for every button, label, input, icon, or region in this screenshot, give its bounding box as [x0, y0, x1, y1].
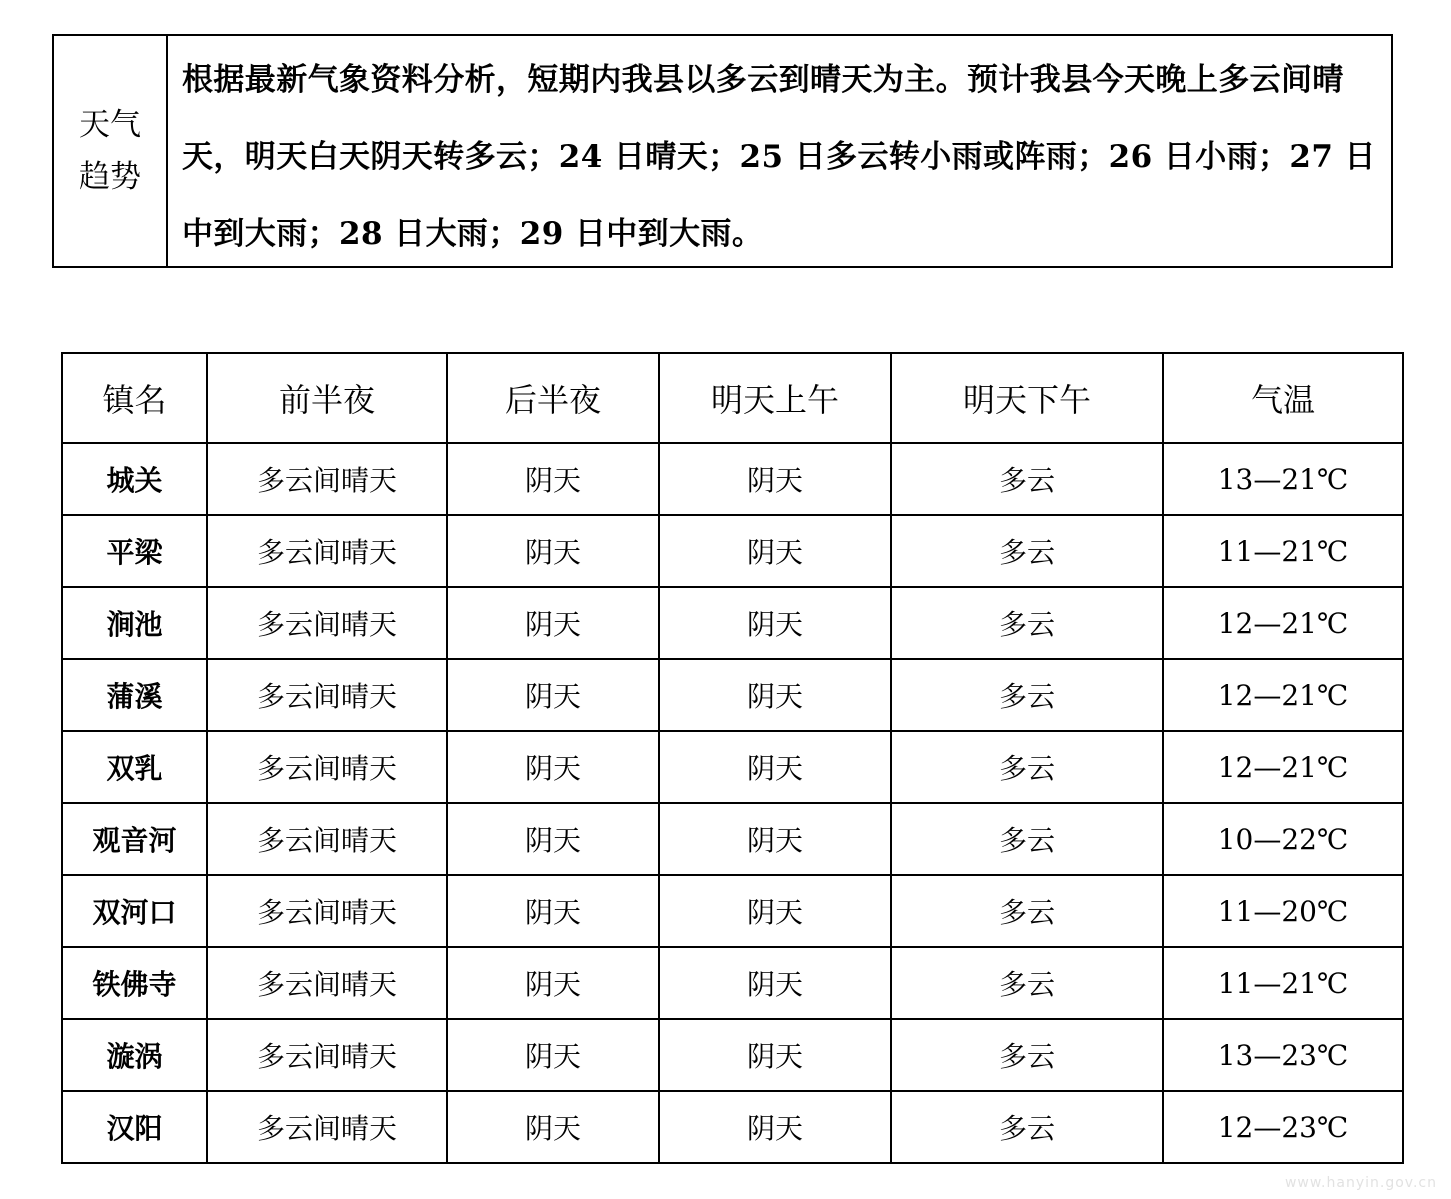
weather-trend-box [52, 34, 1393, 268]
tomorrow-morning-cell: 阴天 [659, 875, 891, 947]
town-name: 平梁 [62, 515, 207, 587]
tomorrow-morning-cell: 阴天 [659, 443, 891, 515]
header-tomorrow-morning: 明天上午 [659, 353, 891, 443]
temperature-cell: 13—21℃ [1163, 443, 1403, 515]
first-half-night-cell: 多云间晴天 [207, 1019, 447, 1091]
town-name: 涧池 [62, 587, 207, 659]
header-second-half-night: 后半夜 [447, 353, 659, 443]
table-row [62, 803, 1403, 875]
table-row [62, 1019, 1403, 1091]
town-name: 城关 [62, 443, 207, 515]
second-half-night-cell: 阴天 [447, 659, 659, 731]
table-row [62, 443, 1403, 515]
temperature-cell: 10—22℃ [1163, 803, 1403, 875]
temperature-cell: 12—23℃ [1163, 1091, 1403, 1163]
table-row [62, 587, 1403, 659]
second-half-night-cell: 阴天 [447, 1019, 659, 1091]
first-half-night-cell: 多云间晴天 [207, 515, 447, 587]
temperature-cell: 12—21℃ [1163, 731, 1403, 803]
temperature-cell: 11—21℃ [1163, 947, 1403, 1019]
weather-trend-label-line1: 天气 [79, 107, 141, 143]
tomorrow-afternoon-cell: 多云 [891, 947, 1163, 1019]
tomorrow-afternoon-cell: 多云 [891, 731, 1163, 803]
second-half-night-cell: 阴天 [447, 947, 659, 1019]
table-row [62, 659, 1403, 731]
second-half-night-cell: 阴天 [447, 443, 659, 515]
second-half-night-cell: 阴天 [447, 515, 659, 587]
first-half-night-cell: 多云间晴天 [207, 947, 447, 1019]
tomorrow-afternoon-cell: 多云 [891, 803, 1163, 875]
table-row [62, 947, 1403, 1019]
tomorrow-afternoon-cell: 多云 [891, 587, 1163, 659]
town-name: 漩涡 [62, 1019, 207, 1091]
first-half-night-cell: 多云间晴天 [207, 875, 447, 947]
header-temperature: 气温 [1163, 353, 1403, 443]
table-row [62, 731, 1403, 803]
first-half-night-cell: 多云间晴天 [207, 659, 447, 731]
tomorrow-morning-cell: 阴天 [659, 731, 891, 803]
header-tomorrow-afternoon: 明天下午 [891, 353, 1163, 443]
temperature-cell: 12—21℃ [1163, 587, 1403, 659]
second-half-night-cell: 阴天 [447, 803, 659, 875]
header-first-half-night: 前半夜 [207, 353, 447, 443]
tomorrow-afternoon-cell: 多云 [891, 1019, 1163, 1091]
tomorrow-morning-cell: 阴天 [659, 1091, 891, 1163]
town-name: 双乳 [62, 731, 207, 803]
table-row [62, 515, 1403, 587]
town-forecast-table [61, 352, 1404, 1164]
tomorrow-morning-cell: 阴天 [659, 803, 891, 875]
second-half-night-cell: 阴天 [447, 1091, 659, 1163]
tomorrow-morning-cell: 阴天 [659, 587, 891, 659]
tomorrow-morning-cell: 阴天 [659, 515, 891, 587]
table-row [62, 1091, 1403, 1163]
first-half-night-cell: 多云间晴天 [207, 587, 447, 659]
temperature-cell: 11—20℃ [1163, 875, 1403, 947]
tomorrow-afternoon-cell: 多云 [891, 1091, 1163, 1163]
tomorrow-morning-cell: 阴天 [659, 947, 891, 1019]
second-half-night-cell: 阴天 [447, 587, 659, 659]
header-town: 镇名 [62, 353, 207, 443]
watermark: www.hanyin.gov.cn [1284, 1175, 1437, 1191]
tomorrow-afternoon-cell: 多云 [891, 515, 1163, 587]
tomorrow-morning-cell: 阴天 [659, 659, 891, 731]
tomorrow-afternoon-cell: 多云 [891, 875, 1163, 947]
tomorrow-afternoon-cell: 多云 [891, 659, 1163, 731]
second-half-night-cell: 阴天 [447, 731, 659, 803]
weather-trend-label-line2: 趋势 [79, 159, 141, 195]
town-name: 观音河 [62, 803, 207, 875]
town-name: 双河口 [62, 875, 207, 947]
first-half-night-cell: 多云间晴天 [207, 731, 447, 803]
second-half-night-cell: 阴天 [447, 875, 659, 947]
tomorrow-afternoon-cell: 多云 [891, 443, 1163, 515]
temperature-cell: 11—21℃ [1163, 515, 1403, 587]
first-half-night-cell: 多云间晴天 [207, 1091, 447, 1163]
first-half-night-cell: 多云间晴天 [207, 803, 447, 875]
town-name: 蒲溪 [62, 659, 207, 731]
town-name: 汉阳 [62, 1091, 207, 1163]
tomorrow-morning-cell: 阴天 [659, 1019, 891, 1091]
town-name: 铁佛寺 [62, 947, 207, 1019]
weather-trend-text: 根据最新气象资料分析，短期内我县以多云到晴天为主。预计我县今天晚上多云间晴天，明天白天阴天转多云；24 日晴天；25 日多云转小雨或阵雨；26 日小雨；27 日中到大雨；28 日大雨；29 日中到大雨。 [182, 62, 1376, 252]
weather-trend-label [54, 36, 168, 266]
table-row [62, 875, 1403, 947]
table-header-row [62, 353, 1403, 443]
temperature-cell: 13—23℃ [1163, 1019, 1403, 1091]
first-half-night-cell: 多云间晴天 [207, 443, 447, 515]
temperature-cell: 12—21℃ [1163, 659, 1403, 731]
